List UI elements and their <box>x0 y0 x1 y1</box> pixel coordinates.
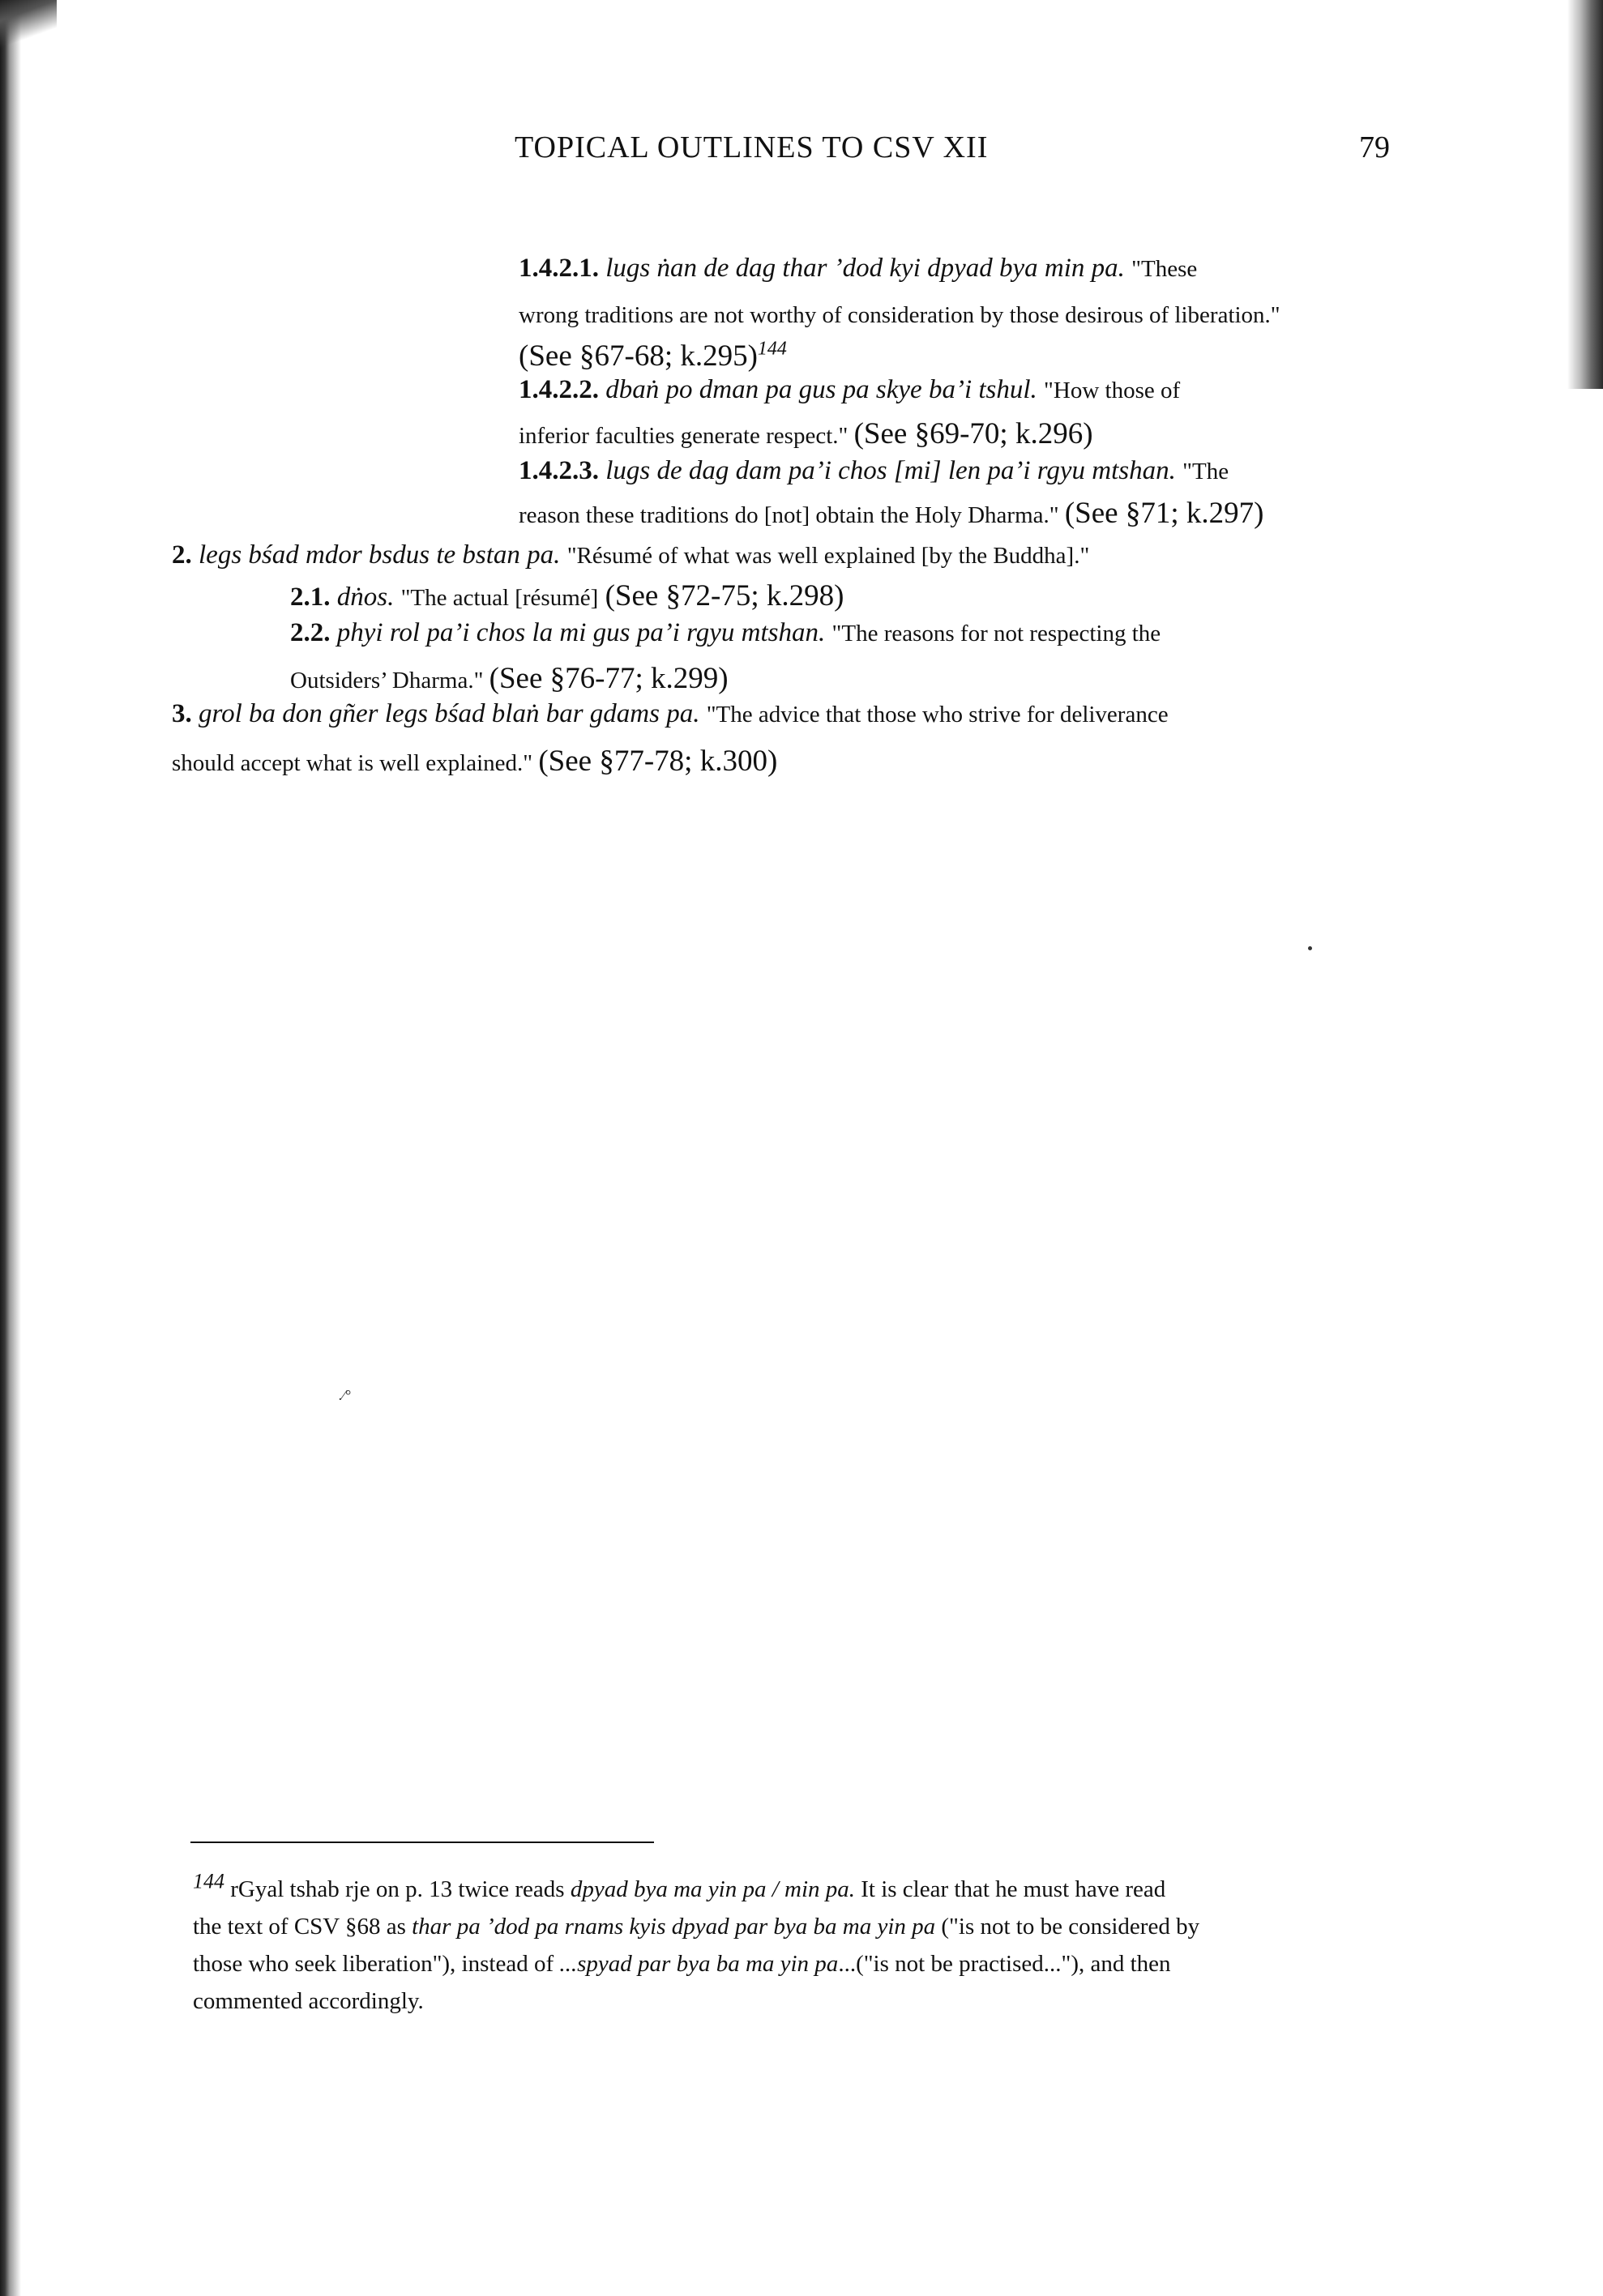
footnote-144-line1: 144 rGyal tshab rje on p. 13 twice reads dpyad bya ma yin pa / min pa. It is clear that he must have read <box>193 1869 1166 1902</box>
section-reference: (See §67-68; k.295) <box>519 339 758 373</box>
scan-edge-left <box>0 0 21 2296</box>
section-reference: (See §71; k.297) <box>1064 497 1264 530</box>
footnote-number: 144 <box>193 1869 224 1893</box>
scan-corner-top-left <box>0 0 57 49</box>
outline-entry-3-line1: 3. grol ba don gñer legs bśad blaṅ bar gdams pa. "The advice that those who strive for deliverance <box>172 699 1169 728</box>
outline-entry-1421-line2: wrong traditions are not worthy of consideration by those desirous of liberation." <box>519 302 1280 328</box>
outline-entry-3-line2: should accept what is well explained." (See §77-78; k.300) <box>172 745 778 778</box>
outline-entry-1421-line3 <box>519 339 787 374</box>
section-reference: (See §72-75; k.298) <box>605 579 844 612</box>
tibetan-title: legs bśad mdor bsdus te bstan pa. <box>199 540 561 570</box>
section-reference: (See §77-78; k.300) <box>538 745 778 778</box>
footnote-144-line3: those who seek liberation"), instead of ...spyad par bya ba ma yin pa...("is not be practised..."), and then <box>193 1951 1171 1977</box>
outline-entry-1421-line1: 1.4.2.1. lugs ṅan de dag thar ’dod kyi dpyad bya min pa. "These <box>519 254 1198 283</box>
section-reference: (See §69-70; k.296) <box>853 417 1093 450</box>
outline-entry-22-line2: Outsiders’ Dharma." (See §76-77; k.299) <box>290 662 729 695</box>
scan-edge-right <box>1567 0 1603 389</box>
scan-speck <box>1308 946 1312 950</box>
footnote-marker: 144 <box>757 338 787 360</box>
tibetan-title: phyi rol pa’i chos la mi gus pa’i rgyu mtshan. <box>336 618 826 647</box>
tibetan-title: lugs de dag dam pa’i chos [mi] len pa’i rgyu mtshan. <box>605 456 1176 485</box>
footnote-rule <box>190 1841 654 1843</box>
outline-entry-21: 2.1. dṅos. "The actual [résumé] (See §72-75; k.298) <box>290 579 844 612</box>
tibetan-title: lugs ṅan de dag thar ’dod kyi dpyad bya min pa. <box>605 254 1125 283</box>
outline-entry-1422-line1: 1.4.2.2. dbaṅ po dman pa gus pa skye ba’i tshul. "How those of <box>519 375 1181 404</box>
outline-entry-22-line1: 2.2. phyi rol pa’i chos la mi gus pa’i rgyu mtshan. "The reasons for not respecting the <box>290 618 1161 647</box>
tibetan-title: dbaṅ po dman pa gus pa skye ba’i tshul. <box>605 375 1037 404</box>
page-number: 79 <box>1359 130 1390 164</box>
tibetan-title: dṅos. <box>336 583 395 612</box>
section-reference: (See §76-77; k.299) <box>489 662 729 695</box>
outline-entry-1422-line2: inferior faculties generate respect." (See §69-70; k.296) <box>519 417 1093 450</box>
tibetan-title: grol ba don gñer legs bśad blaṅ bar gdams pa. <box>199 699 700 728</box>
outline-entry-1423-line1: 1.4.2.3. lugs de dag dam pa’i chos [mi] len pa’i rgyu mtshan. "The <box>519 456 1229 485</box>
outline-entry-2: 2. legs bśad mdor bsdus te bstan pa. "Résumé of what was well explained [by the Buddha]." <box>172 540 1090 570</box>
footnote-144-line2: the text of CSV §68 as thar pa ’dod pa rnams kyis dpyad par bya ba ma yin pa ("is not to be considered by <box>193 1914 1200 1940</box>
running-title: TOPICAL OUTLINES TO CSV XII <box>515 130 989 164</box>
outline-entry-1423-line2: reason these traditions do [not] obtain the Holy Dharma." (See §71; k.297) <box>519 497 1264 530</box>
page-header <box>515 130 1390 178</box>
stray-ink-mark: .⁄° <box>339 1387 351 1403</box>
footnote-144-line4: commented accordingly. <box>193 1988 424 2014</box>
